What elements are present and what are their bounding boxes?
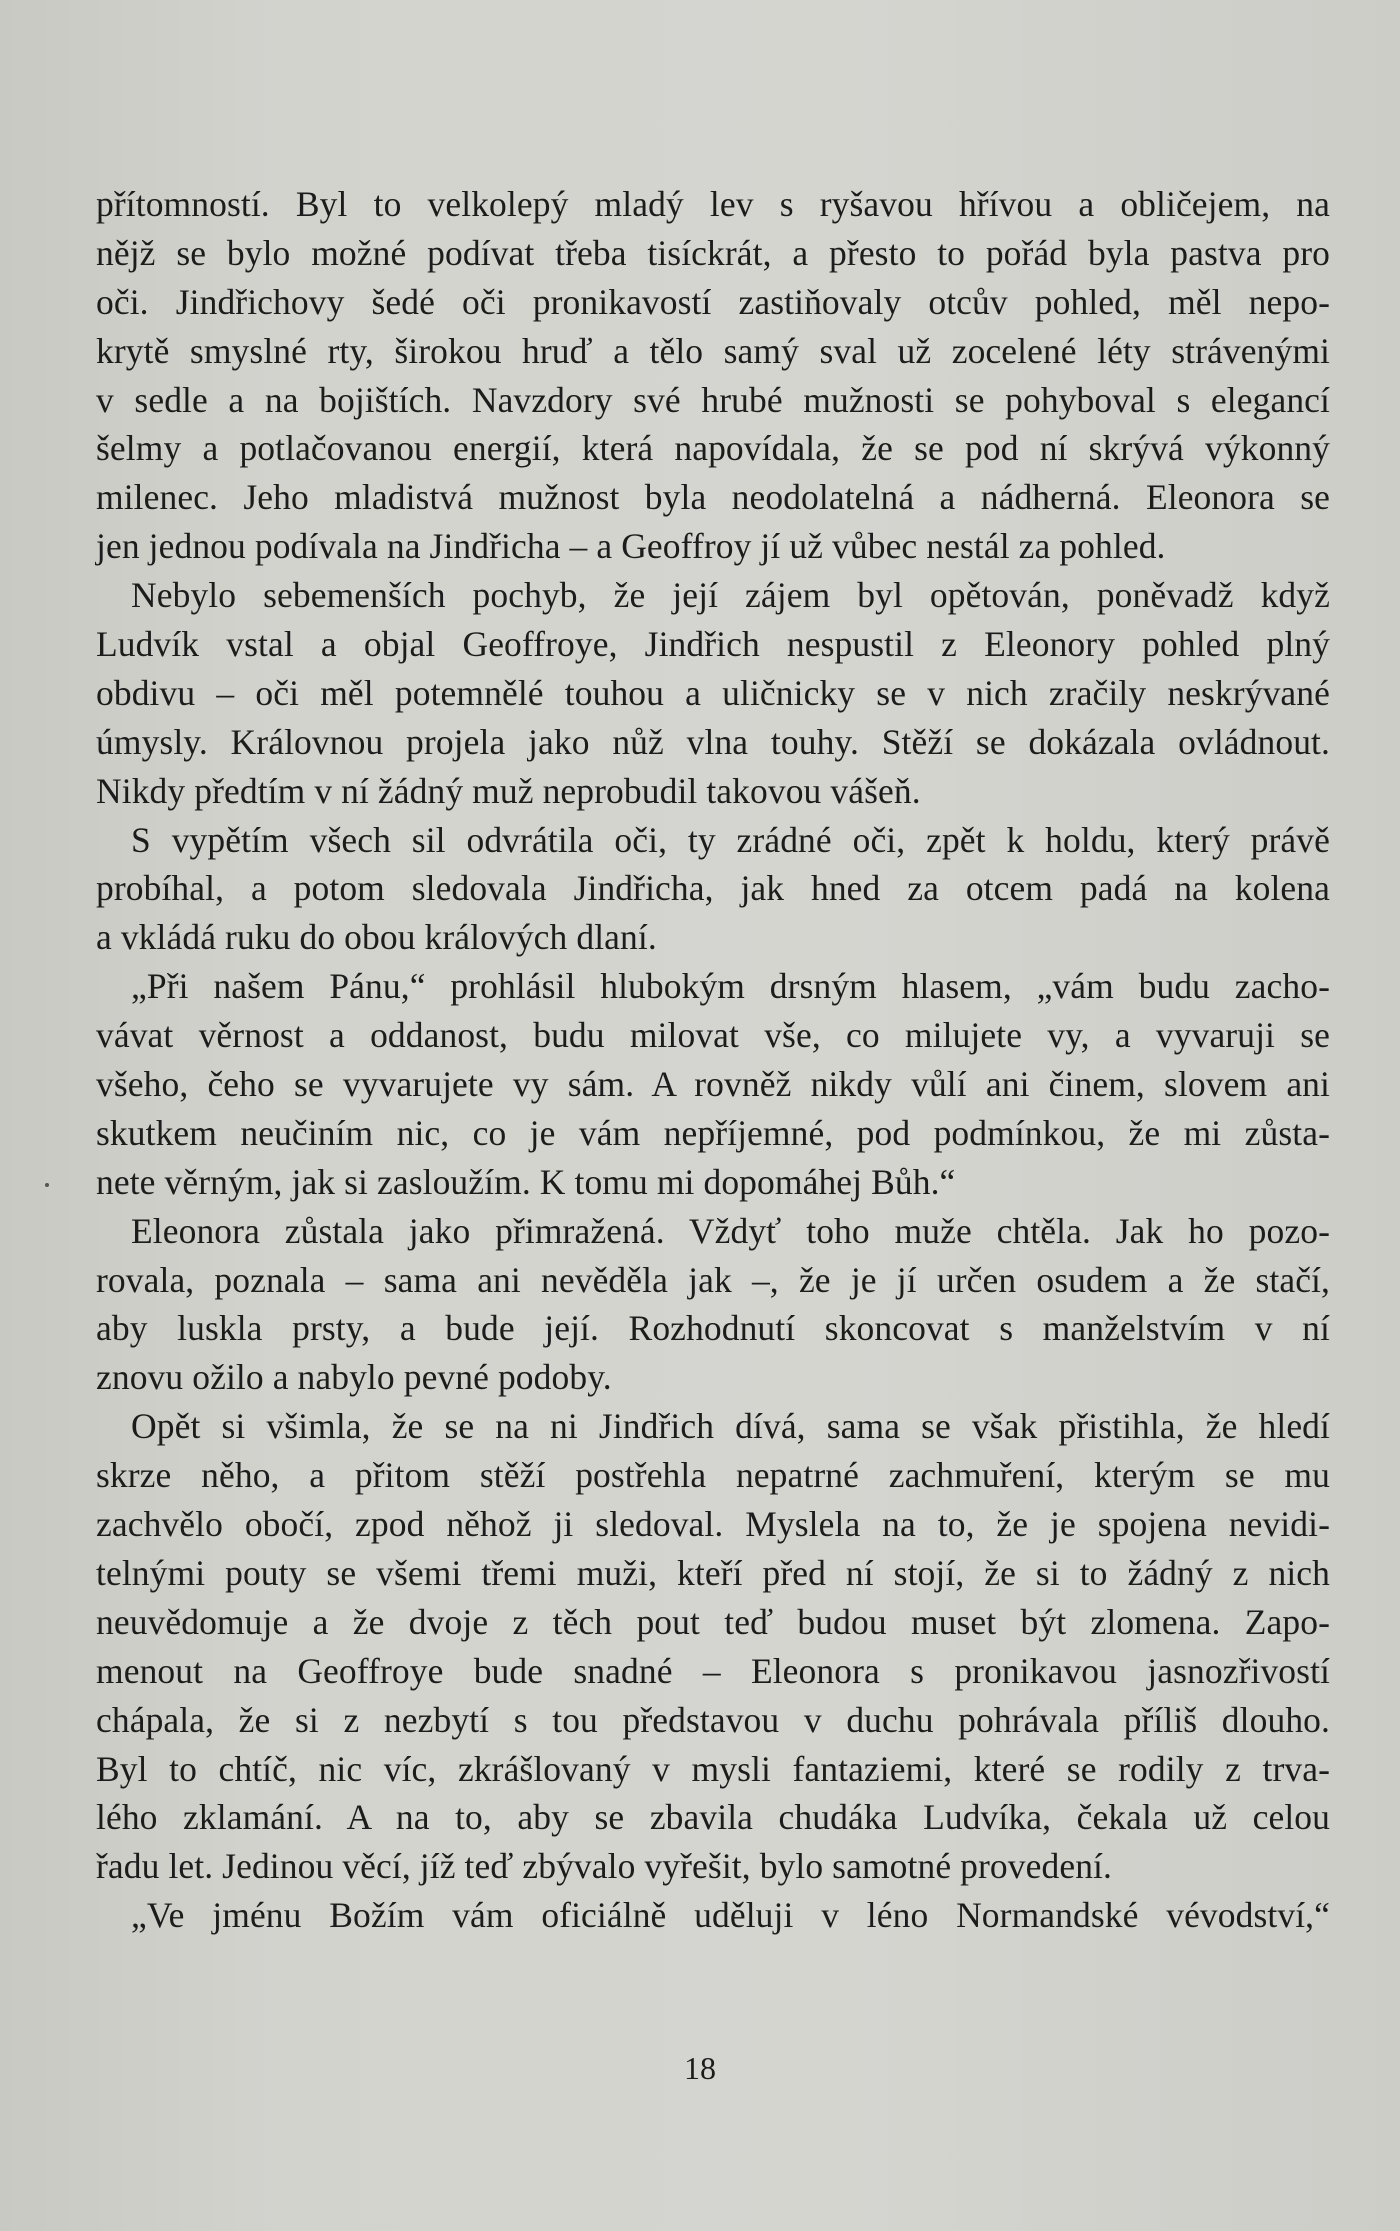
text-line: neuvědomuje a že dvoje z těch pout teď budou muset být zlomena. Zapo- xyxy=(96,1601,1330,1642)
text-line: všeho, čeho se vyvarujete vy sám. A rovněž nikdy vůlí ani činem, slovem ani xyxy=(96,1064,1330,1105)
text-line: Ludvík vstal a objal Geoffroye, Jindřich nespustil z Eleonory pohled plný xyxy=(96,624,1330,665)
text-line: oči. Jindřichovy šedé oči pronikavostí zastiňovaly otcův pohled, měl nepo- xyxy=(96,281,1330,322)
text-line: chápala, že si z nezbytí s tou představou v duchu pohrávala příliš dlouho. xyxy=(96,1699,1330,1740)
text-line: telnými pouty se všemi třemi muži, kteří před ní stojí, že si to žádný z nich xyxy=(96,1552,1330,1593)
text-line: znovu ožilo a nabylo pevné podoby. xyxy=(96,1357,612,1398)
margin-speck xyxy=(45,1183,49,1187)
text-line: jen jednou podívala na Jindřicha – a Geoffroy jí už vůbec nestál za pohled. xyxy=(96,526,1166,567)
text-line: „Při našem Pánu,“ prohlásil hlubokým drsným hlasem, „vám budu zacho- xyxy=(131,966,1330,1007)
text-line: obdivu – oči měl potemnělé touhou a uličnicky se v nich zračily neskrývané xyxy=(96,672,1330,713)
text-line: nějž se bylo možné podívat třeba tisíckrát, a přesto to pořád byla pastva pro xyxy=(96,232,1330,273)
page-number: 18 xyxy=(684,2050,716,2086)
text-line: lého zklamání. A na to, aby se zbavila chudáka Ludvíka, čekala už celou xyxy=(96,1797,1330,1838)
text-line: nete věrným, jak si zasloužím. K tomu mi dopomáhej Bůh.“ xyxy=(96,1161,956,1202)
text-line: skutkem neučiním nic, co je vám nepříjemné, pod podmínkou, že mi zůsta- xyxy=(96,1112,1330,1153)
text-line: a vkládá ruku do obou králových dlaní. xyxy=(96,917,657,958)
text-line: milenec. Jeho mladistvá mužnost byla neodolatelná a nádherná. Eleonora se xyxy=(96,477,1330,518)
text-line: krytě smyslné rty, širokou hruď a tělo samý sval už zocelené léty strávenými xyxy=(96,330,1330,371)
text-line: aby luskla prsty, a bude její. Rozhodnutí skoncovat s manželstvím v ní xyxy=(96,1308,1330,1349)
text-line: šelmy a potlačovanou energií, která napovídala, že se pod ní skrývá výkonný xyxy=(96,428,1330,469)
text-line: úmysly. Královnou projela jako nůž vlna touhy. Stěží se dokázala ovládnout. xyxy=(96,721,1330,762)
text-line: Eleonora zůstala jako přimražená. Vždyť toho muže chtěla. Jak ho pozo- xyxy=(131,1210,1330,1251)
text-line: v sedle a na bojištích. Navzdory své hrubé mužnosti se pohyboval s elegancí xyxy=(96,379,1330,420)
text-line: rovala, poznala – sama ani nevěděla jak –, že je jí určen osudem a že stačí, xyxy=(96,1259,1330,1300)
text-line: Nikdy předtím v ní žádný muž neprobudil takovou vášeň. xyxy=(96,770,921,811)
text-line: vávat věrnost a oddanost, budu milovat vše, co milujete vy, a vyvaruji se xyxy=(96,1015,1330,1056)
body-text xyxy=(96,180,1330,1940)
text-line: skrze něho, a přitom stěží postřehla nepatrné zachmuření, kterým se mu xyxy=(96,1455,1330,1496)
text-line: menout na Geoffroye bude snadné – Eleonora s pronikavou jasnozřivostí xyxy=(96,1650,1330,1691)
text-line: řadu let. Jedinou věcí, jíž teď zbývalo vyřešit, bylo samotné provedení. xyxy=(96,1846,1112,1887)
text-line: zachvělo obočí, zpod něhož ji sledoval. Myslela na to, že je spojena nevidi- xyxy=(96,1504,1330,1545)
text-line: Nebylo sebemenších pochyb, že její zájem byl opětován, poněvadž když xyxy=(131,575,1330,616)
text-line: „Ve jménu Božím vám oficiálně uděluji v léno Normandské vévodství,“ xyxy=(131,1895,1330,1936)
text-line: Opět si všimla, že se na ni Jindřich dívá, sama se však přistihla, že hledí xyxy=(131,1406,1330,1447)
text-line: přítomností. Byl to velkolepý mladý lev s ryšavou hřívou a obličejem, na xyxy=(96,184,1330,224)
text-line: S vypětím všech sil odvrátila oči, ty zrádné oči, zpět k holdu, který právě xyxy=(131,819,1330,860)
text-line: probíhal, a potom sledovala Jindřicha, jak hned za otcem padá na kolena xyxy=(96,868,1330,909)
text-line: Byl to chtíč, nic víc, zkrášlovaný v mysli fantaziemi, které se rodily z trva- xyxy=(96,1748,1330,1789)
